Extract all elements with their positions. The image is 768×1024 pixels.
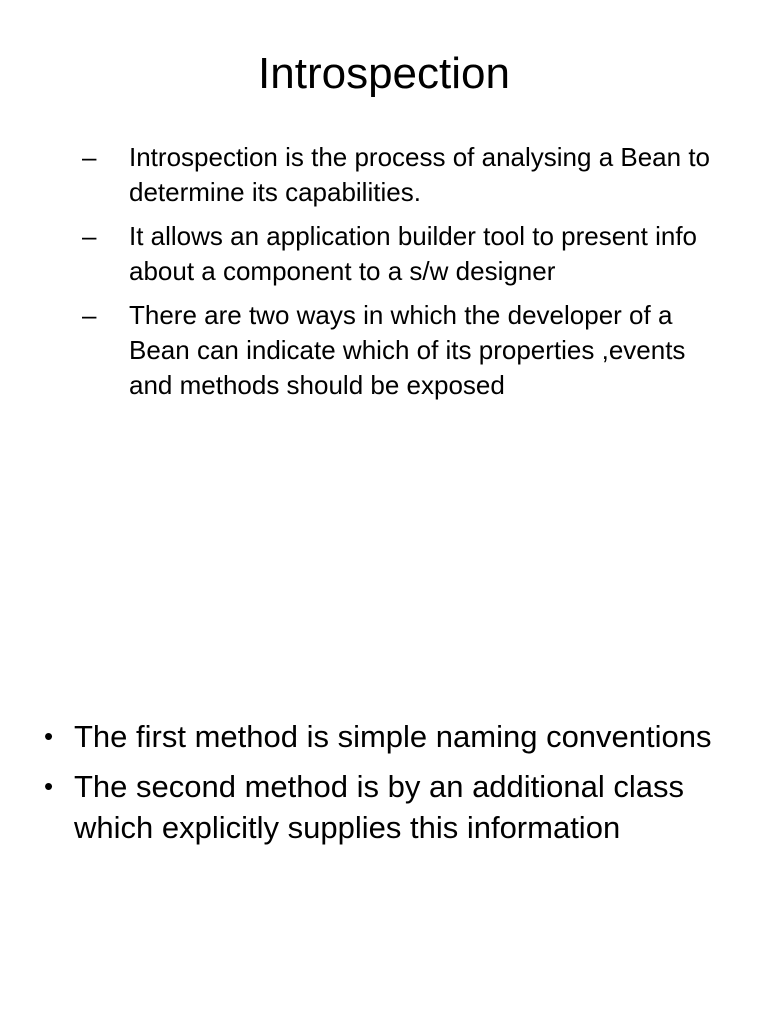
main-point-item [44, 716, 724, 757]
main-point-text: The second method is by an additional class which explicitly supplies this information [74, 769, 685, 845]
sub-point-item [82, 219, 722, 289]
main-point-item [44, 766, 724, 848]
sub-point-item [82, 298, 722, 403]
sub-point-text: It allows an application builder tool to present info about a component to a s/w designer [129, 221, 698, 286]
main-point-text: The first method is simple naming conventions [74, 719, 712, 754]
slide-title: Introspection [258, 49, 510, 98]
dot-bullet-icon: • [44, 721, 54, 751]
main-point-list [44, 716, 724, 857]
sub-point-item [82, 140, 722, 210]
dot-bullet-icon: • [44, 771, 54, 801]
dash-bullet-icon: – [82, 142, 97, 172]
dash-bullet-icon: – [82, 221, 97, 251]
sub-point-list [82, 140, 722, 412]
sub-point-text: Introspection is the process of analysing a Bean to determine its capabilities. [129, 142, 711, 207]
dash-bullet-icon: – [82, 300, 97, 330]
sub-point-text: There are two ways in which the developer of a Bean can indicate which of its properties ,events and methods should be exposed [129, 300, 686, 400]
